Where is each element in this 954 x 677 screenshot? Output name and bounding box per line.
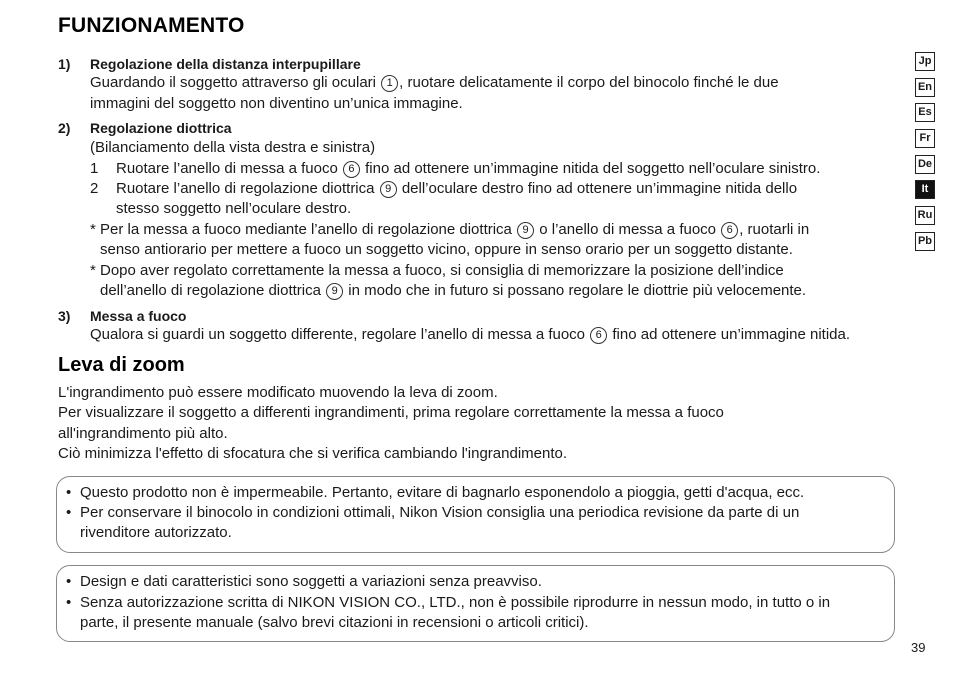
part-ref-marker: 9 [517, 222, 534, 239]
note-text [100, 282, 806, 300]
part-ref-marker: 6 [721, 222, 738, 239]
section-title: Regolazione diottrica [90, 120, 232, 136]
notice-bullet: Questo prodotto non è impermeabile. Pertanto, evitare di bagnarlo esponendolo a pioggia, getti d'acqua, ecc. [80, 484, 805, 501]
text-fragment: , ruotarli in [739, 221, 810, 238]
text-fragment: * Per la messa a fuoco mediante l’anello di regolazione diottrica [90, 221, 517, 238]
lang-tab-es[interactable]: Es [915, 103, 935, 122]
section-title: Regolazione della distanza interpupillare [90, 56, 361, 72]
text-fragment: , ruotare delicatamente il corpo del binocolo finché le due [399, 74, 779, 91]
bullet-marker: • [66, 573, 72, 590]
page-heading: FUNZIONAMENTO [58, 14, 245, 37]
note-text: senso antiorario per mettere a fuoco un soggetto vicino, oppure in senso orario per un soggetto distante. [100, 241, 793, 258]
section-number: 3) [58, 308, 71, 324]
section-number: 2) [58, 120, 71, 136]
note-text [90, 221, 809, 239]
page-number: 39 [911, 640, 926, 655]
paragraph-line: L'ingrandimento può essere modificato muovendo la leva di zoom. [58, 384, 498, 401]
part-ref-marker: 6 [590, 327, 607, 344]
paragraph-line: Per visualizzare il soggetto a differenti ingrandimenti, prima regolare correttamente la messa a fuoco [58, 404, 724, 421]
step-number: 2 [90, 180, 99, 197]
part-ref-marker: 1 [381, 75, 398, 92]
lang-tab-ru[interactable]: Ru [915, 206, 935, 225]
notice-bullet: rivenditore autorizzato. [80, 524, 232, 541]
text-fragment: Ruotare l’anello di regolazione diottrica [116, 180, 379, 197]
text-fragment: fino ad ottenere un’immagine nitida del soggetto nell’oculare sinistro. [360, 160, 821, 177]
bullet-marker: • [66, 594, 72, 611]
text-fragment: dell’anello di regolazione diottrica [100, 282, 326, 299]
section-subtitle: (Bilanciamento della vista destra e sinistra) [90, 139, 376, 156]
lang-tab-pb[interactable]: Pb [915, 232, 935, 251]
notice-bullet: Design e dati caratteristici sono soggetti a variazioni senza preavviso. [80, 573, 542, 590]
section-text-line: immagini del soggetto non diventino un’unica immagine. [90, 95, 463, 112]
text-fragment: fino ad ottenere un’immagine nitida. [608, 326, 851, 343]
text-fragment: Guardando il soggetto attraverso gli oculari [90, 74, 381, 91]
note-text: * Dopo aver regolato correttamente la messa a fuoco, si consiglia di memorizzare la posizione dell’indice [90, 262, 784, 279]
lang-tab-en[interactable]: En [915, 78, 935, 97]
paragraph-line: Ciò minimizza l'effetto di sfocatura che si verifica cambiando l'ingrandimento. [58, 445, 568, 462]
notice-bullet: Per conservare il binocolo in condizioni ottimali, Nikon Vision consiglia una periodica revisione da parte di un [80, 504, 800, 521]
lang-tab-jp[interactable]: Jp [915, 52, 935, 71]
text-fragment: Qualora si guardi un soggetto differente, regolare l’anello di messa a fuoco [90, 326, 590, 343]
text-fragment: dell’oculare destro fino ad ottenere un’immagine nitida dello [397, 180, 798, 197]
part-ref-marker: 9 [326, 283, 343, 300]
lang-tab-it[interactable]: It [915, 180, 935, 199]
step-text [116, 180, 797, 198]
text-fragment: in modo che in futuro si possano regolare le diottrie più velocemente. [344, 282, 807, 299]
notice-bullet: Senza autorizzazione scritta di NIKON VISION CO., LTD., non è possibile riprodurre in nessun modo, in tutto o in [80, 594, 831, 611]
section-text-line [90, 74, 779, 92]
bullet-marker: • [66, 484, 72, 501]
step-number: 1 [90, 160, 99, 177]
part-ref-marker: 6 [343, 161, 360, 178]
paragraph-line: all'ingrandimento più alto. [58, 425, 228, 442]
zoom-heading: Leva di zoom [58, 354, 185, 376]
section-title: Messa a fuoco [90, 308, 187, 324]
lang-tab-de[interactable]: De [915, 155, 935, 174]
section-text-line [90, 326, 850, 344]
part-ref-marker: 9 [380, 181, 397, 198]
text-fragment: o l’anello di messa a fuoco [535, 221, 721, 238]
text-fragment: Ruotare l’anello di messa a fuoco [116, 160, 342, 177]
step-text [116, 160, 820, 178]
lang-tab-fr[interactable]: Fr [915, 129, 935, 148]
bullet-marker: • [66, 504, 72, 521]
notice-bullet: parte, il presente manuale (salvo brevi citazioni in recensioni o articoli critici). [80, 614, 589, 631]
step-text: stesso soggetto nell’oculare destro. [116, 200, 352, 217]
section-number: 1) [58, 56, 71, 72]
